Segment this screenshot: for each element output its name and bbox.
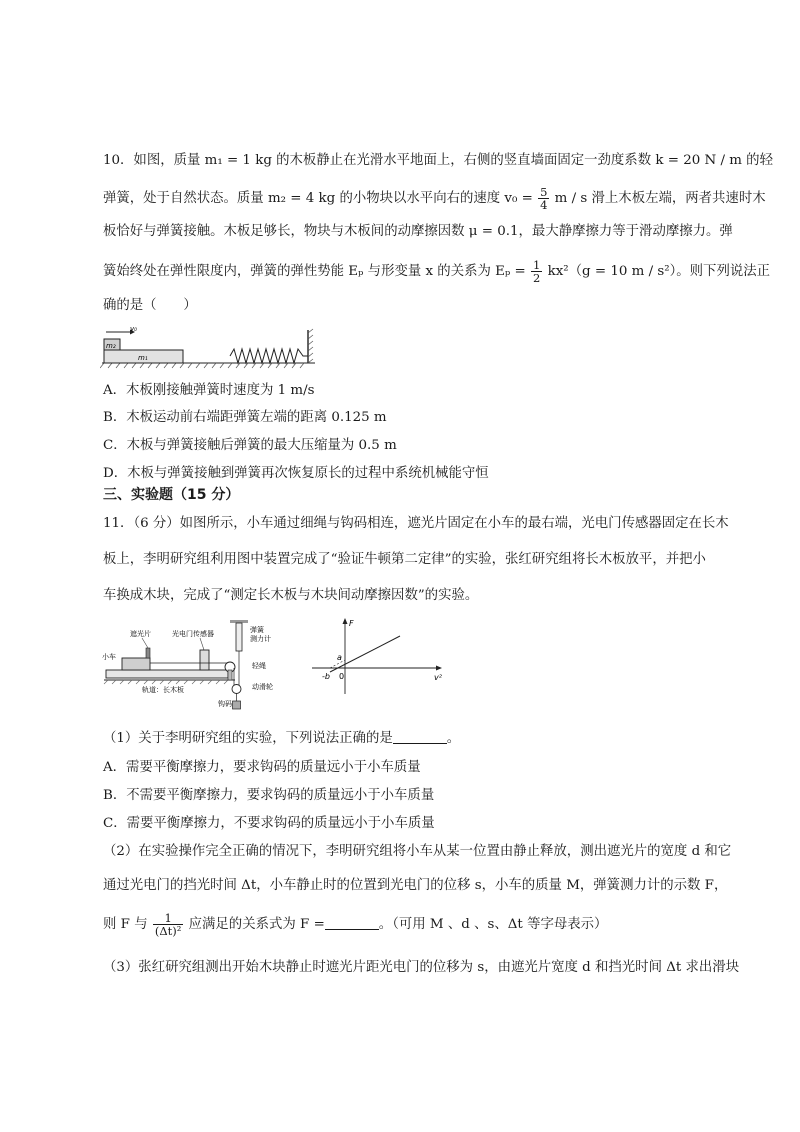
q11-line-2: 板上，李明研究组利用图中装置完成了“验证牛顿第二定律”的实验，张红研究组将长木板放平，并把小	[103, 552, 706, 567]
pulley-bracket	[228, 670, 232, 680]
label-pulley: 动滑轮	[252, 683, 273, 691]
photogate	[200, 650, 209, 670]
q11-part3-line-1: （3）张红研究组测出开始木块静止时遮光片距光电门的位移为 s，由遮光片宽度 d 和挡光时间 Δt 求出滑块	[103, 960, 740, 975]
graph-label-neg-b: -b	[322, 672, 330, 681]
q10-v0-fraction	[538, 186, 549, 211]
q10-option-a: A．木板刚接触弹簧时速度为 1 m/s	[103, 383, 315, 398]
q10-line-4	[103, 258, 771, 285]
spring-scale	[236, 623, 242, 651]
label-m2: m₂	[106, 342, 116, 350]
label-spring-scale-1: 弹簧	[250, 626, 264, 634]
q10-line-3: 板恰好与弹簧接触。木板足够长，物块与木板间的动摩擦因数 μ = 0.1，最大静摩擦力等于滑动摩擦力。弹	[103, 224, 733, 239]
q11-part1-end: 。	[446, 731, 461, 746]
ceiling	[230, 620, 248, 623]
q11-p1-option-b: B．不需要平衡摩擦力，要求钩码的质量远小于小车质量	[103, 788, 435, 803]
q11-line-1: 11．（6 分）如图所示，小车通过细绳与钩码相连，遮光片固定在小车的最右端，光电门传感器固定在长木	[103, 516, 729, 531]
q10-line-5: 确的是（ ）	[103, 298, 197, 313]
table-hatch	[104, 680, 228, 684]
q11-fraction-numerator: 1	[153, 912, 184, 925]
label-cart: 小车	[102, 653, 116, 661]
graph-label-y: F	[349, 619, 354, 628]
q10-line-2	[103, 185, 766, 212]
q11-part2-line-3	[103, 912, 700, 937]
q10-line-2-a: 弹簧，处于自然状态。质量 m₂ = 4 kg 的小物块以水平向右的速度 v₀ =	[103, 191, 533, 206]
spring	[230, 349, 308, 363]
shade-plate	[146, 648, 150, 658]
q11-part2-line-1: （2）在实验操作完全正确的情况下，李明研究组将小车从某一位置由静止释放，测出遮光片的宽度 d 和它	[103, 844, 732, 859]
long-board	[106, 670, 228, 678]
q10-line-4-a: 簧始终处在弹性限度内，弹簧的弹性势能 Eₚ 与形变量 x 的关系为 Eₚ =	[103, 264, 526, 279]
q10-option-d: D．木板与弹簧接触到弹簧再次恢复原长的过程中系统机械能守恒	[103, 466, 489, 481]
answer-blank-2[interactable]	[325, 915, 379, 930]
q11-apparatus-figure	[100, 618, 290, 718]
q11-p1-option-c: C．需要平衡摩擦力，不要求钩码的质量远小于小车质量	[103, 816, 435, 831]
answer-blank-1[interactable]	[393, 729, 447, 744]
q11-part1-stem	[103, 729, 700, 749]
graph-label-a: a	[337, 653, 342, 662]
q11-line-3: 车换成木块，完成了“测定长木板与木块间动摩擦因数”的实验。	[103, 588, 479, 603]
q10-line-2-b: m / s 滑上木板左端，两者共速时木	[554, 191, 766, 206]
q10-half-numerator: 1	[533, 258, 541, 272]
q11-fraction-denominator: (Δt)²	[154, 924, 182, 938]
graph-label-x: v²	[434, 673, 442, 682]
q11-part1-text: （1）关于李明研究组的实验，下列说法正确的是	[103, 731, 393, 746]
q10-v0-denominator: 4	[540, 198, 548, 212]
label-m1: m₁	[138, 354, 148, 362]
cart-body	[122, 658, 150, 670]
pointer-sensor	[200, 638, 204, 650]
q10-half-denominator: 2	[533, 271, 541, 285]
y-axis-arrow	[343, 618, 348, 624]
wall-hatch	[308, 329, 313, 363]
q10-line-4-b: kx²（g = 10 m / s²）。则下列说法正	[547, 264, 771, 279]
ground-hatch	[100, 363, 304, 368]
q11-p1-option-a: A．需要平衡摩擦力，要求钩码的质量远小于小车质量	[103, 760, 421, 775]
label-sensor: 光电门传感器	[172, 630, 214, 638]
q11-part2-line-3-a: 则 F 与	[103, 917, 148, 932]
label-spring-scale-2: 测力计	[250, 635, 271, 643]
q11-part2-line-3-c: 。（可用 M 、d 、s、Δt 等字母表示）	[378, 917, 608, 932]
weight-block	[233, 701, 241, 709]
q10-v0-numerator: 5	[540, 185, 548, 199]
q11-graph	[308, 616, 448, 696]
q10-half-fraction	[531, 259, 542, 284]
q10-option-c: C．木板与弹簧接触后弹簧的最大压缩量为 0.5 m	[103, 438, 397, 453]
label-v0: v₀	[130, 325, 137, 333]
q10-option-b: B．木板运动前右端距弹簧左端的距离 0.125 m	[103, 410, 387, 425]
movable-pulley	[232, 685, 241, 694]
q11-inverse-dt-fraction	[153, 912, 184, 937]
q10-line-1: 10．如图，质量 m₁ = 1 kg 的木板静止在光滑水平地面上，右侧的竖直墙面固定一劲度系数 k = 20 N / m 的轻	[103, 153, 773, 168]
q10-figure	[100, 325, 325, 370]
graph-label-origin: 0	[339, 672, 345, 681]
label-shade: 遮光片	[130, 630, 151, 638]
label-weight: 钩码	[218, 700, 232, 708]
q11-part2-line-3-b: 应满足的关系式为 F =	[188, 917, 325, 932]
label-track: 轨道：长木板	[142, 686, 184, 694]
q11-part2-line-2: 通过光电门的挡光时间 Δt，小车静止时的位置到光电门的位移 s，小车的质量 M，弹簧测力计的示数 F，	[103, 878, 728, 893]
pointer-shade	[142, 638, 148, 648]
x-axis-arrow	[436, 666, 442, 671]
label-rope: 轻绳	[252, 662, 266, 670]
section-title-experiment: 三、实验题（15 分）	[103, 487, 240, 503]
